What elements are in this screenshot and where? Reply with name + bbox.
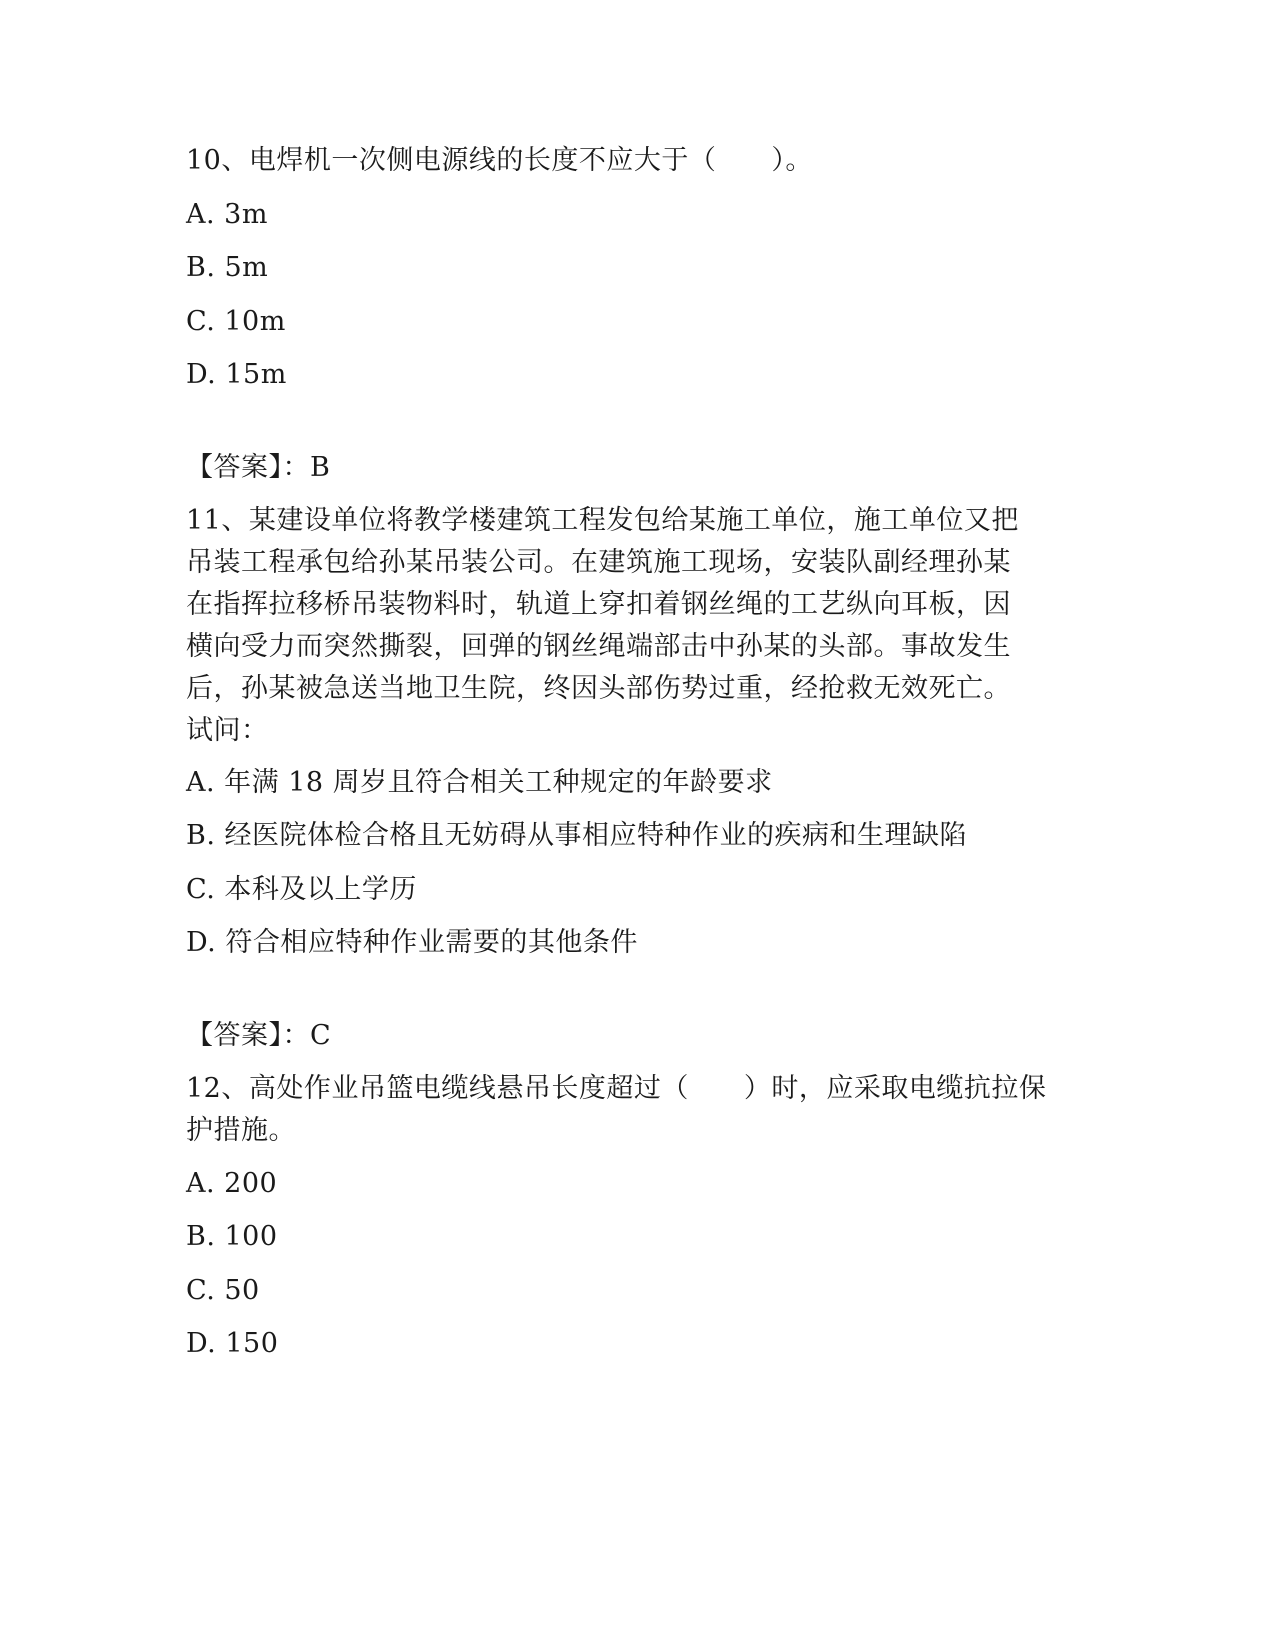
question-12-stem-line-2: 护措施。: [186, 1115, 296, 1146]
question-11-stem-line-5: 后，孙某被急送当地卫生院，终因头部伤势过重，经抢救无效死亡。: [186, 673, 1011, 704]
question-11-option-b: B. 经医院体检合格且无妨碍从事相应特种作业的疾病和生理缺陷: [186, 820, 968, 851]
question-12-option-d: D. 150: [186, 1328, 279, 1359]
question-11-stem-line-3: 在指挥拉移桥吊装物料时，轨道上穿扣着钢丝绳的工艺纵向耳板，因: [186, 589, 1011, 620]
question-10-option-c: C. 10m: [186, 306, 286, 337]
question-10-answer: 【答案】：B: [186, 452, 331, 483]
question-11-option-c: C. 本科及以上学历: [186, 874, 417, 905]
question-11-stem-line-1: 11、某建设单位将教学楼建筑工程发包给某施工单位，施工单位又把: [186, 505, 1019, 536]
question-10-stem: 10、电焊机一次侧电源线的长度不应大于（ ）。: [186, 145, 813, 176]
question-12-option-c: C. 50: [186, 1275, 260, 1306]
question-12-stem-line-1: 12、高处作业吊篮电缆线悬吊长度超过（ ）时，应采取电缆抗拉保: [186, 1073, 1047, 1104]
question-12-option-b: B. 100: [186, 1221, 278, 1252]
question-11-stem-line-2: 吊装工程承包给孙某吊装公司。在建筑施工现场，安装队副经理孙某: [186, 547, 1011, 578]
question-11-stem-line-6: 试问：: [186, 715, 269, 746]
question-10-option-b: B. 5m: [186, 252, 269, 283]
question-12-option-a: A. 200: [186, 1168, 278, 1199]
question-11-option-a: A. 年满 18 周岁且符合相关工种规定的年龄要求: [186, 767, 773, 798]
question-10-option-d: D. 15m: [186, 359, 287, 390]
question-10-option-a: A. 3m: [186, 199, 268, 230]
question-11-stem-line-4: 横向受力而突然撕裂，回弹的钢丝绳端部击中孙某的头部。事故发生: [186, 631, 1011, 662]
question-11-option-d: D. 符合相应特种作业需要的其他条件: [186, 927, 638, 958]
question-11-answer: 【答案】：C: [186, 1020, 332, 1051]
